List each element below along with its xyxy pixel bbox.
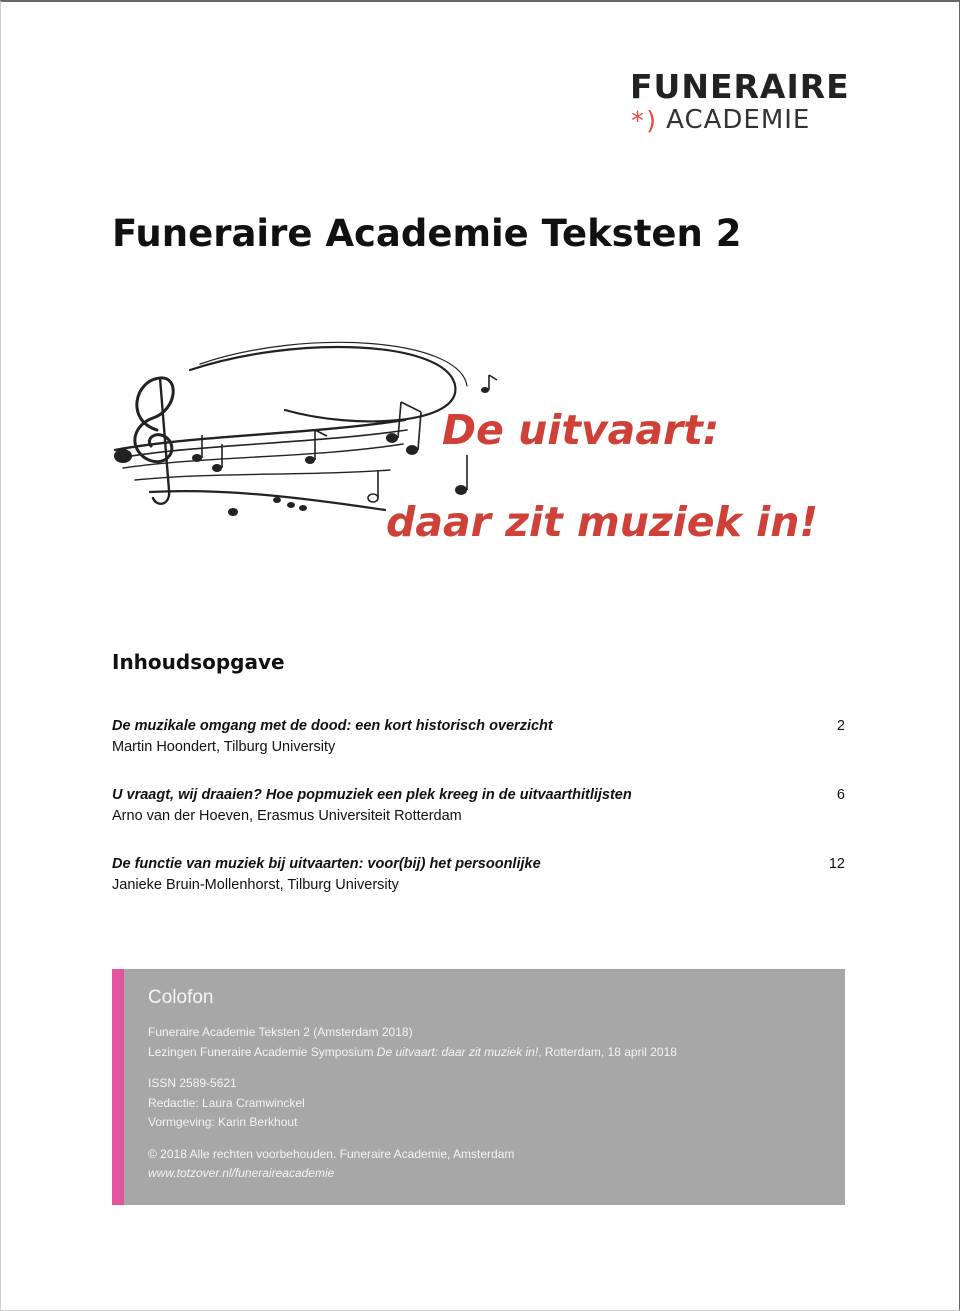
colofon-lectures bbox=[148, 1043, 845, 1063]
colofon-lectures-suffix: , Rotterdam, 18 april 2018 bbox=[538, 1044, 677, 1059]
logo-bottom-row bbox=[630, 104, 850, 136]
colofon-box bbox=[112, 969, 845, 1205]
toc-entry-title[interactable]: U vraagt, wij draaien? Hoe popmuziek een plek kreeg in de uitvaarthitlijsten bbox=[112, 787, 632, 803]
toc-entry-page[interactable]: 2 bbox=[836, 718, 845, 734]
colofon-rights-group bbox=[148, 1145, 845, 1184]
toc-heading: Inhoudsopgave bbox=[112, 650, 285, 674]
funeraire-academie-logo bbox=[630, 67, 850, 136]
colofon-publication: Funeraire Academie Teksten 2 (Amsterdam 2018) bbox=[148, 1025, 413, 1039]
colofon-redactie: Redactie: Laura Cramwinckel bbox=[148, 1095, 305, 1110]
toc-entry-page[interactable]: 6 bbox=[836, 787, 845, 803]
toc-entry[interactable] bbox=[112, 854, 845, 923]
banner-line-2: daar zit muziek in! bbox=[386, 498, 819, 546]
colofon-lectures-title: De uitvaart: daar zit muziek in! bbox=[376, 1044, 539, 1059]
page-title: Funeraire Academie Teksten 2 bbox=[112, 212, 742, 255]
colofon-website-link[interactable]: www.totzover.nl/funeraireacademie bbox=[148, 1166, 335, 1180]
colofon-heading: Colofon bbox=[148, 987, 214, 1008]
colofon-publication-group bbox=[148, 1023, 845, 1062]
toc-entry[interactable] bbox=[112, 785, 845, 854]
banner-line-1: De uitvaart: bbox=[442, 406, 720, 454]
toc-entry-title[interactable]: De functie van muziek bij uitvaarten: voor(bij) het persoonlijke bbox=[112, 856, 541, 872]
logo-word-top: FUNERAIRE bbox=[630, 67, 850, 106]
colofon-credits-group bbox=[148, 1074, 845, 1133]
toc-entry-author: Janieke Bruin-Mollenhorst, Tilburg University bbox=[112, 877, 399, 893]
colofon-vormgeving: Vormgeving: Karin Berkhout bbox=[148, 1115, 298, 1129]
toc-entry-author: Martin Hoondert, Tilburg University bbox=[112, 739, 336, 755]
toc-entry[interactable] bbox=[112, 716, 845, 785]
colofon-lectures-prefix: Lezingen Funeraire Academie Symposium bbox=[148, 1044, 377, 1059]
table-of-contents bbox=[112, 716, 845, 923]
toc-entry-author: Arno van der Hoeven, Erasmus Universiteit Rotterdam bbox=[112, 808, 462, 824]
toc-entry-page[interactable]: 12 bbox=[828, 856, 845, 872]
logo-word-bottom: ACADEMIE bbox=[666, 105, 811, 135]
colofon-issn: ISSN 2589-5621 bbox=[148, 1076, 237, 1090]
colofon-copyright: © 2018 Alle rechten voorbehouden. Funeraire Academie, Amsterdam bbox=[148, 1146, 515, 1161]
asterisk-bracket-icon: *) bbox=[630, 105, 659, 135]
toc-entry-title[interactable]: De muzikale omgang met de dood: een kort historisch overzicht bbox=[112, 718, 553, 734]
